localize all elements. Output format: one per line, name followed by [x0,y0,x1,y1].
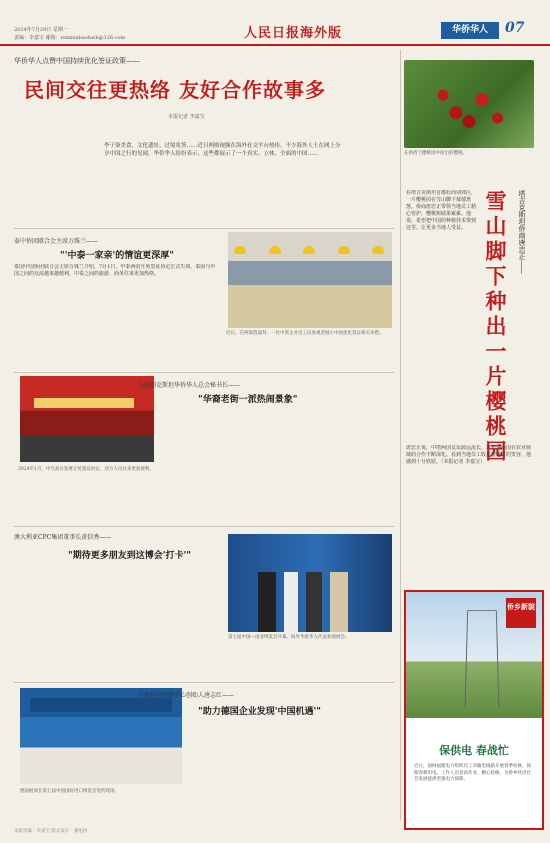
lead-byline: 本报记者 李嘉宝 [168,114,205,120]
story1-photo-caption: 近日，在阿联酋迪拜，一位中资企业员工向参观者展示中国优化签证相关举措。 [226,331,384,336]
page-editors: 责编：李嘉宝 邮箱：renminbaohwb@126.com [14,35,126,41]
right-body: 在塔吉克斯坦首都杜尚别郊区，一片樱桃园在雪山脚下郁郁葱葱。侨商唐忠正带领当地员工精心管护，樱桃树硕果累累。他说，希望把中国的种植技术带到这里，让更多当地人受益。 [406,190,477,231]
newspaper-logo: 人民日报海外版 [244,26,343,41]
story2-kicker: 乌兹别克斯坦华侨华人总会秘书长—— [138,382,241,389]
lead-intro: 李子柒美食、文化遗址、过境免签……近日两则视频在海外社交平台热传。不少海外人士在网上分享中国之行的见闻，华侨华人纷纷表示，这些都展示了一个真实、立体、全面的中国…… [104,143,341,157]
hard-hat-icon [338,246,350,254]
issue-date: 2024年7月29日 星期一 [14,27,68,33]
section-divider [14,228,394,229]
story1-kicker: 泰中侨团联合会主席万姝兰—— [14,238,99,245]
story3-headline: "期待更多朋友到这博会'打卡'" [68,551,191,561]
right-headline: 雪山脚下种出一片樱桃园 [483,190,508,465]
story3-photo [228,534,392,632]
cherry-photo [404,60,534,148]
story2-photo-caption: 2024年1月，中乌双方签署互免签证协定，双方人员往来更加便利。 [18,467,154,472]
ad-tag: 侨乡新貌 [506,598,536,628]
story4-photo [20,688,182,784]
hard-hat-icon [269,246,281,254]
page-number: 07 [505,20,525,36]
lead-kicker: 华侨华人点赞中国持续优化签证政策—— [14,57,140,65]
section-divider [14,526,394,527]
right-body-2: 唐忠正说，中塔两国友谊源远流长，近年来两国在农业领域的合作不断深化。看到当地员工收获樱桃时的笑容，他感到十分欣慰。（本报记者 李嘉宝） [406,445,532,465]
story1-photo [228,232,392,328]
story2-photo [20,376,154,462]
story4-kicker: 中德科技创新中心创始人唐志红—— [138,692,235,699]
ad-box [404,590,544,830]
story1-body: 泰国中国侨团联合会主席万姝兰介绍，7月1日，中泰两国互免签证协定正式生效，泰国与中国之间的交流越来越便利，中泰之间的旅游、商务往来更加热络。 [14,264,216,277]
story4-photo-caption: 德国展商在第七届中国国际进口博览会签约现场。 [20,789,119,794]
section-divider [14,372,394,373]
ad-copy: 近日，国网福建电力组织员工对输电线路开展春季检修，保障春耕用电。工作人员登高作业、精心检修，为侨乡经济社会发展提供坚强电力保障。 [414,764,531,782]
cherry-photo-caption: 在新西兰樱桃园中结出的樱桃。 [404,151,467,156]
section-divider [14,682,394,683]
hard-hat-icon [303,246,315,254]
hard-hats [234,246,384,256]
event-banner [30,698,172,712]
story4-headline: "助力德国企业发现'中国机遇'" [198,707,321,717]
stage-sign [34,398,134,408]
hard-hat-icon [234,246,246,254]
page-footer: 本版责编：李嘉宝 版式设计：潘旭涛 [14,829,88,834]
photo-people [258,572,358,632]
hard-hat-icon [372,246,384,254]
column-divider [400,50,401,820]
story2-headline: "华裔老街一派热闹景象" [198,395,298,405]
section-badge: 华侨华人 [441,22,499,39]
right-kicker: 塔吉克斯坦侨商唐忠正—— [518,190,526,274]
story1-headline: "'中泰一家亲'的情谊更深厚" [60,251,174,261]
story3-kicker: 澳大利亚CPC集团董事长黄信秀—— [14,534,112,541]
story3-photo-caption: 第七届中国—南亚博览会开幕，海外华侨华人代表参观展会。 [228,635,350,640]
power-tower-icon [465,610,500,707]
ad-title: 保供电 春战忙 [439,744,509,757]
lead-headline: 民间交往更热络 友好合作故事多 [24,78,326,102]
